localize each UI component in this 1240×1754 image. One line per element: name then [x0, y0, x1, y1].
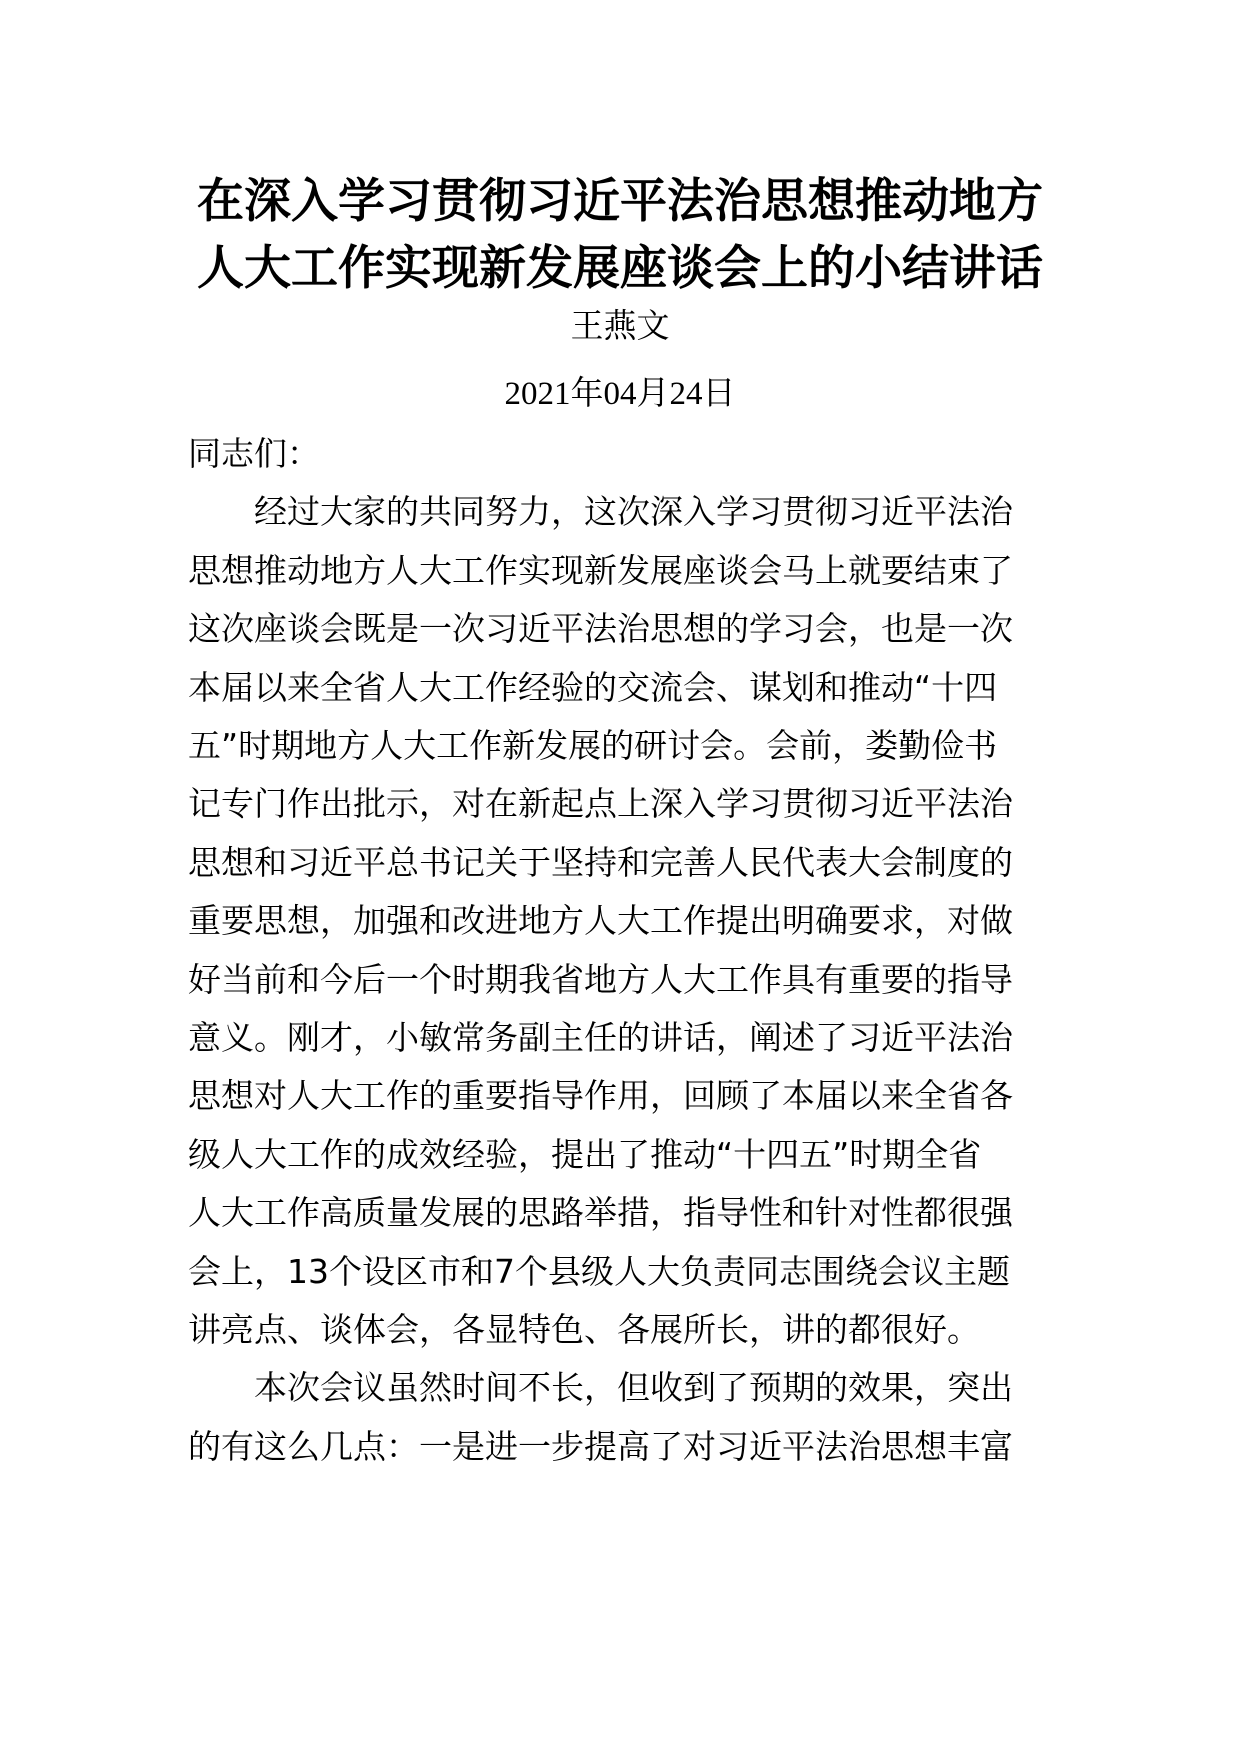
document-title [0, 168, 1240, 302]
title-line-2: 人大工作实现新发展座谈会上的小结讲话 [197, 241, 1043, 296]
body-line: 意义。刚才，小敏常务副主任的讲话，阐述了习近平法治 [188, 1018, 1013, 1057]
body-line: 五”时期地方人大工作新发展的研讨会。会前，娄勤俭书 [188, 726, 998, 765]
body-line: 思想和习近平总书记关于坚持和完善人民代表大会制度的 [188, 842, 1013, 882]
body-line: 本次会议虽然时间不长，但收到了预期的效果，突出 [254, 1368, 1013, 1408]
body-line: 思想推动地方人大工作实现新发展座谈会马上就要结束了 [188, 550, 1013, 590]
body-line: 这次座谈会既是一次习近平法治思想的学习会，也是一次 [188, 609, 1013, 649]
body-line: 讲亮点、谈体会，各显特色、各展所长，讲的都很好。 [188, 1310, 980, 1349]
body-line: 级人大工作的成效经验，提出了推动“十四五”时期全省 [188, 1134, 982, 1174]
title-line-1: 在深入学习贯彻习近平法治思想推动地方 [197, 174, 1043, 229]
author-name: 王燕文 [570, 306, 670, 345]
body-line: 好当前和今后一个时期我省地方人大工作具有重要的指导 [188, 959, 1013, 999]
body-line: 重要思想，加强和改进地方人大工作提出明确要求，对做 [188, 901, 1013, 941]
body-line: 思想对人大工作的重要指导作用，回顾了本届以来全省各 [188, 1076, 1013, 1116]
body-line: 同志们： [188, 434, 320, 473]
body-line: 的有这么几点：一是进一步提高了对习近平法治思想丰富 [188, 1426, 1013, 1466]
body-line: 人大工作高质量发展的思路举措，指导性和针对性都很强 [188, 1193, 1013, 1233]
body-line: 本届以来全省人大工作经验的交流会、谋划和推动“十四 [188, 667, 998, 707]
document-date: 2021年04月24日 [504, 376, 736, 412]
body-line: 会上，13个设区市和7个县级人大负责同志围绕会议主题 [188, 1251, 1010, 1291]
body-line: 经过大家的共同努力，这次深入学习贯彻习近平法治 [254, 492, 1013, 532]
body-line: 记专门作出批示，对在新起点上深入学习贯彻习近平法治 [188, 784, 1013, 824]
